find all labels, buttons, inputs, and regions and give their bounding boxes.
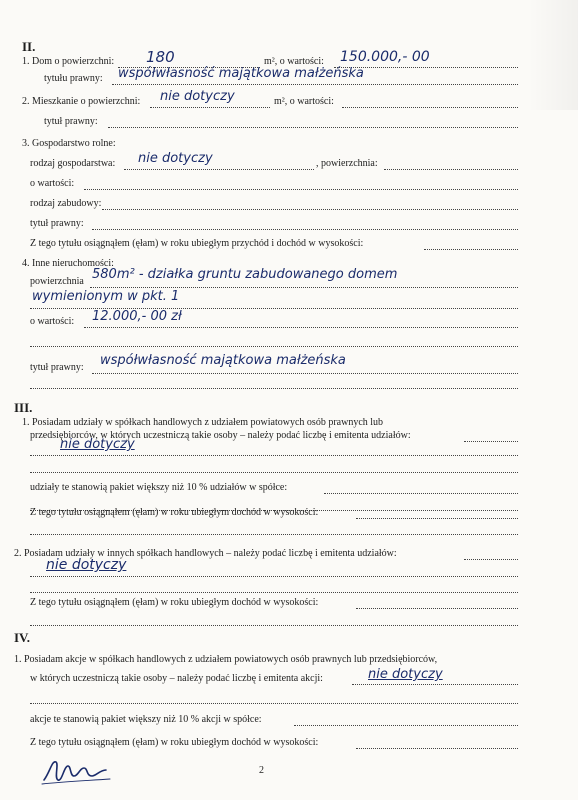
s3-p2-field-1 — [30, 576, 518, 577]
dom-title-label: tytułu prawny: — [44, 73, 103, 84]
rodzaj-answer: nie dotyczy — [138, 151, 213, 166]
s4-p1-pakiet-field — [294, 725, 518, 726]
gosp-value-label: o wartości: — [30, 178, 75, 189]
s3-p1-field-2 — [30, 472, 518, 473]
s3-p1-income-field — [356, 518, 518, 519]
inne-title-handwritten: współwłasność majątkowa małżeńska — [100, 353, 346, 368]
powierzchnia-field — [384, 169, 518, 170]
dom-value-handwritten: 150.000,- 00 — [340, 49, 430, 65]
zabudowy-label: rodzaj zabudowy: — [30, 198, 102, 209]
inne-pow-answer-line1: 580m² - działka gruntu zabudowanego domem — [92, 267, 398, 282]
section-heading-ii: II. — [22, 39, 36, 54]
s4-p1-income-label: Z tego tytułu osiągnąłem (ęłam) w roku ubiegłym dochód w wysokości: — [30, 737, 319, 748]
gosp-income-field — [424, 249, 518, 250]
mieszkanie-answer: nie dotyczy — [160, 89, 235, 104]
s3-p1-line1: 1. Posiadam udziały w spółkach handlowych z udziałem powiatowych osób prawnych lub — [22, 417, 384, 428]
scan-shadow — [528, 0, 578, 110]
signature-mark — [40, 752, 120, 788]
gospodarstwo-label: 3. Gospodarstwo rolne: — [22, 138, 116, 149]
s3-p1-income-field-2 — [30, 534, 518, 535]
inne-pow-field — [90, 287, 518, 288]
inne-title-label: tytuł prawny: — [30, 362, 84, 373]
page-number: 2 — [259, 765, 264, 776]
s3-p1-line2: przedsiębiorców, w których uczestniczą takie osoby – należy podać liczbę i emitenta udziałów: — [30, 430, 411, 441]
s4-p1-field-1 — [30, 703, 518, 704]
s3-p2-field-2 — [30, 592, 518, 593]
inne-title-field — [92, 373, 518, 374]
s3-p2-line1: 2. Posiadam udziały w innych spółkach handlowych – należy podać liczbę i emitenta udziałów: — [14, 548, 397, 559]
s3-p1-pakiet-field — [324, 493, 518, 494]
s3-p1-answer: nie dotyczy — [60, 437, 135, 452]
inne-title-field-2 — [30, 388, 518, 389]
dom-m2-label: m², o wartości: — [264, 56, 324, 67]
s4-p1-income-field — [356, 748, 518, 749]
s3-p2-income-field — [356, 608, 518, 609]
rodzaj-field — [124, 169, 314, 170]
s3-p2-income-label: Z tego tytułu osiągnąłem (ęłam) w roku ubiegłym dochód w wysokości: — [30, 597, 319, 608]
s3-p1-pakiet-label: udziały te stanowią pakiet większy niż 10 % udziałów w spółce: — [30, 482, 288, 493]
s3-p1-field-inline — [464, 441, 518, 442]
inne-blank-field — [30, 346, 518, 347]
dom-label: 1. Dom o powierzchni: — [22, 56, 115, 67]
powierzchnia-label: , powierzchnia: — [316, 158, 378, 169]
mieszkanie-label: 2. Mieszkanie o powierzchni: — [22, 96, 141, 107]
mieszkanie-m2-label: m², o wartości: — [274, 96, 334, 107]
dom-title-field — [112, 84, 518, 85]
section-heading-iv: IV. — [14, 630, 31, 645]
s4-p1-pakiet-label: akcje te stanowią pakiet większy niż 10 % akcji w spółce: — [30, 714, 262, 725]
section-heading-iii: III. — [14, 400, 33, 415]
mieszkanie-field — [150, 107, 270, 108]
dom-title-handwritten: współwłasność majątkowa małżeńska — [118, 66, 364, 81]
mieszkanie-value-field — [342, 107, 518, 108]
gosp-title-field — [92, 229, 518, 230]
s4-p1-answer: nie dotyczy — [368, 667, 443, 682]
s4-p1-line1: 1. Posiadam akcje w spółkach handlowych z udziałem powiatowych osób prawnych lub przedsiębiorców, — [14, 654, 438, 665]
s4-p1-line2: w których uczestniczą takie osoby – należy podać liczbę i emitenta akcji: — [30, 673, 323, 684]
s3-p1-field-1 — [30, 455, 518, 456]
s3-p2-answer: nie dotyczy — [46, 557, 127, 573]
inne-label: 4. Inne nieruchomości: — [22, 258, 114, 269]
gosp-title-label: tytuł prawny: — [30, 218, 84, 229]
s4-p1-field-inline — [352, 684, 518, 685]
s3-p2-field-inline — [464, 559, 518, 560]
dom-area-value: 180 — [146, 48, 175, 66]
inne-value-field — [84, 327, 518, 328]
s3-p2-income-field-2 — [30, 625, 518, 626]
gosp-value-field — [84, 189, 518, 190]
mieszkanie-title-field — [108, 127, 518, 128]
inne-value-label: o wartości: — [30, 316, 75, 327]
s3-p1-income-label: Z tego tytułu osiągnąłem (ęłam) w roku ubiegłym dochód w wysokości: — [30, 507, 319, 518]
gosp-income-label: Z tego tytułu osiągnąłem (ęłam) w roku ubiegłym przychód i dochód w wysokości: — [30, 238, 364, 249]
inne-pow-answer-line2: wymienionym w pkt. 1 — [32, 289, 180, 304]
zabudowy-field — [102, 209, 518, 210]
rodzaj-label: rodzaj gospodarstwa: — [30, 158, 116, 169]
mieszkanie-title-label: tytuł prawny: — [44, 116, 98, 127]
inne-value-handwritten: 12.000,- 00 zł — [92, 309, 182, 324]
inne-pow-label: powierzchnia — [30, 276, 84, 287]
